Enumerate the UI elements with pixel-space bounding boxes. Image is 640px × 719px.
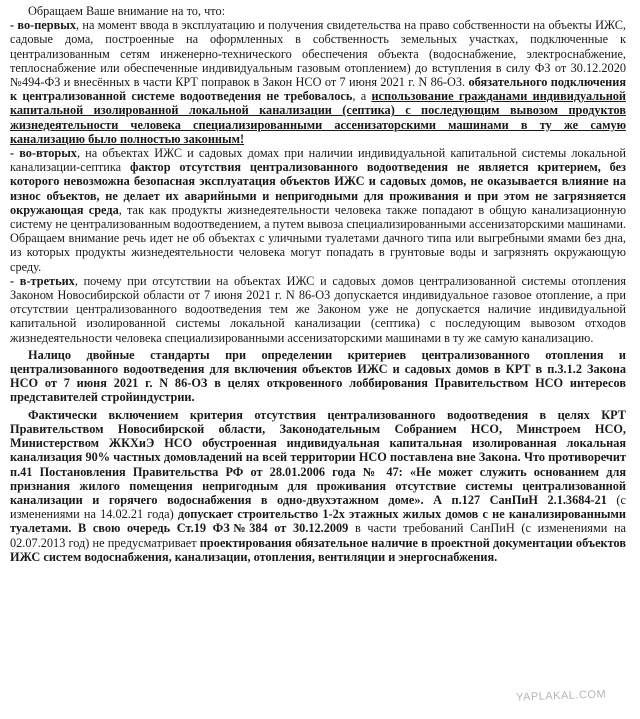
second-lead: - во-вторых <box>10 146 77 161</box>
second-text-2: , так как продукты жизнедеятельности человека также попадают в общую канализационную систему не централизованным водоотведением, а путем вывоза специализированными ассенизаторскими машинами. Обращаем внимание речь идет не об объектах с уличными туалетами дачного типа или выгребными ямами без дна, из которых продукты жизнедеятельности человека могут попадать в грунтовые воды и загрязнять окружающую среду. <box>10 202 626 274</box>
first-bold-1: обязательного подключения к централизованной системе водоотведения не требовалось <box>10 75 626 104</box>
p5-text-1: (с изменениями на 14.02.21 года) <box>10 492 626 522</box>
first-underlined: использование гражданами индивидуальной капитальной изолированной локальной канализации (септика) с последующим вывозом продуктов жизнедеятельности человека специализированными ассенизаторскими машинами в ту же самую канализацию было полностью законным! <box>10 89 627 146</box>
p5-text-2: в части требований СанПиН (с изменениями на 02.07.2013 год) не предусматривает <box>10 521 626 550</box>
second-bold-1: фактор отсутствия централизованного водоотведения не является критерием, без которого невозможна безопасная эксплуатация объектов ИЖС и садовых домов, не оказывается влияние на износ объектов, не делает их аварийными и непригодными для проживания и при этом не загрязняется окружающая среда <box>10 160 627 217</box>
intro-line: Обращаем Ваше внимание на то, что: <box>28 4 226 18</box>
third-text-1: , почему при отсутствии на объектах ИЖС и садовых домов централизованной системы отопления Законом Новосибирской области от 7 июня 2021 г. N 86-ОЗ допускается индивидуальное газовое отопление, а при отсутствии централизованного водоотведения тем же Законом уже не допускается наличие индивидуальной капитальной изолированной системы локальной канализации (септика) с последующим вывозом отходов жизнедеятельности человека специализированными ассенизаторскими машинами в ту же самую канализацию. <box>10 273 626 345</box>
paragraph-third <box>10 274 626 345</box>
p5-bold-3: проектирования обязательное наличие в проектной документации объектов ИЖС систем водоснабжения, канализации, отопления, вентиляции и энергоснабжения. <box>10 535 626 564</box>
paragraph-second <box>10 146 626 274</box>
first-text-2: , а <box>352 89 372 104</box>
watermark: YAPLAKAL.COM <box>515 688 607 704</box>
p5-bold-2: допускает строительство 1-2х этажных жилых домов с не канализированными туалетами. В свою очередь Ст.19 ФЗ№384 от 30.12.2009 <box>10 507 626 536</box>
paragraph-first <box>10 18 626 146</box>
p5-bold-1: Фактически включением критерия отсутствия централизованного водоотведения в целях КРТ Правительством Новосибирской области, Законодательным Собранием НСО, Минстроем НСО, Министерством ЖКХиЭ НСО обустроенная индивидуальная капитальная изолированная локальная канализация 90% частных домовладений на всей территории НСО поставлена вне Закона. Что противоречит п.41 Постановления Правительства РФ от 28.01.2006 года № 47: «Не может служить основанием для признания жилого помещения непригодным для проживания отсутствие системы централизованной канализации и горячего водоснабжения в одно-двухэтажном доме». А п.127 СанПиН 2.1.3684-21 <box>10 407 626 507</box>
first-lead: - во-первых <box>10 18 76 33</box>
paragraph-double-standards <box>10 348 626 405</box>
p4-bold: Налицо двойные стандарты при определении критериев централизованного отопления и централизованного водоотведения для включения объектов ИЖС и садовых домов в КРТ в п.3.1.2 Закона НСО от 7 июня 2021 г. N 86-ОЗ в целях откровенного лоббирования Правительством НСО интересов представителей стройиндустрии. <box>10 347 626 405</box>
first-text-1: , на момент ввода в эксплуатацию и получения свидетельства на право собственности на объекты ИЖС, садовые дома, построенные на оформленных в собственность земельных участках, подключенные к централизованным сетям инженерно-технического обеспечения объекта (водоснабжение, электроснабжение, теплоснабжение или обеспеченные индивидуальным газовым отоплением) до вступления в силу ФЗ от 30.12.2020 №494-ФЗ и внесённых в части КРТ поправок в Закон НСО от 7 июня 2021 г. N 86-ОЗ. <box>10 18 626 90</box>
paragraph-actually <box>10 408 626 564</box>
second-text-1: , на объектах ИЖС и садовых домах при наличии индивидуальной капитальной системы локальной канализации-септика <box>10 146 627 175</box>
third-lead: - в-третьих <box>10 273 75 288</box>
